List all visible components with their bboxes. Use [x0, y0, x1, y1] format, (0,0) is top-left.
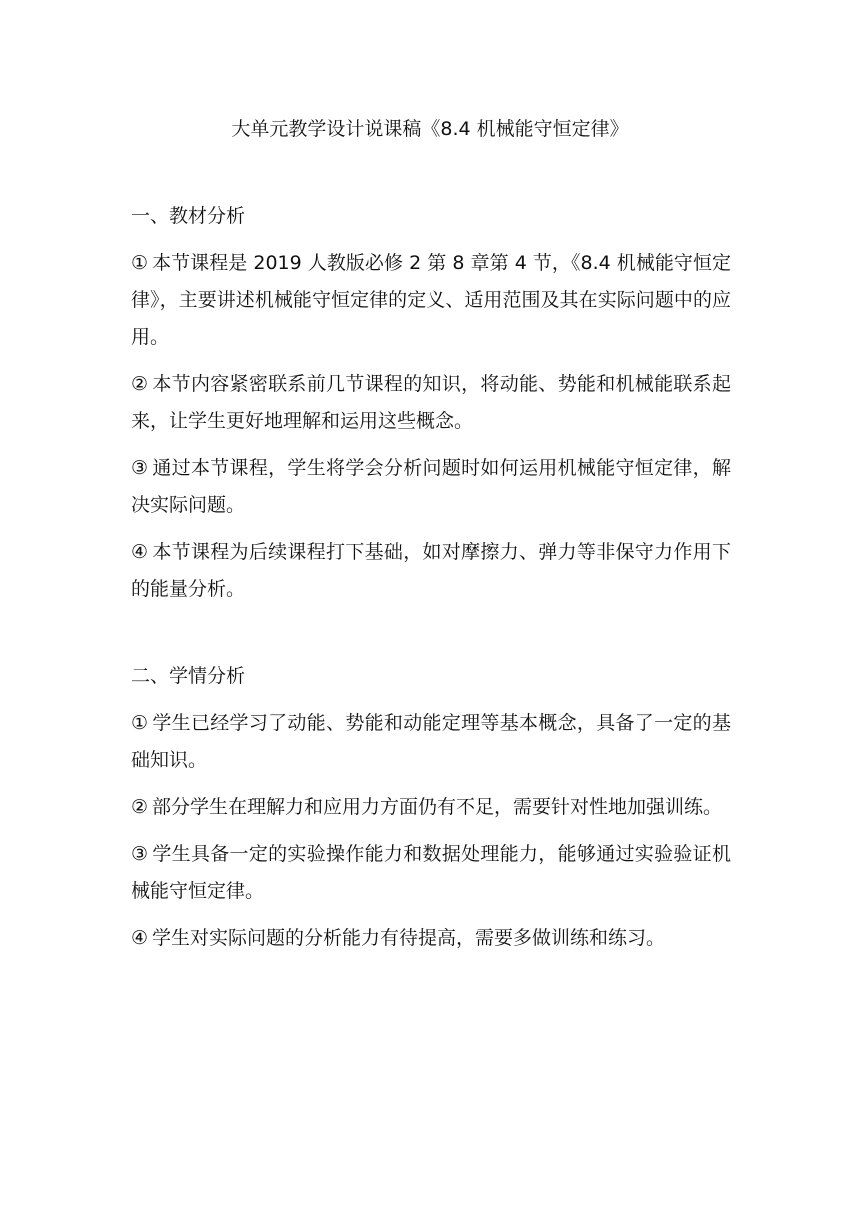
document-title: 大单元教学设计说课稿《8.4 机械能守恒定律》: [231, 118, 629, 140]
item-number: ①: [131, 252, 149, 274]
item-text: 本节课程是 2019 人教版必修 2 第 8 章第 4 节，《8.4 机械能守恒定律》，主要讲述机械能守恒定律的定义、适用范围及其在实际问题中的应用。: [131, 252, 731, 348]
item-text: 学生具备一定的实验操作能力和数据处理能力，能够通过实验验证机械能守恒定律。: [131, 843, 731, 902]
item-number: ④: [131, 541, 149, 563]
item-number: ①: [131, 712, 149, 734]
item-text: 学生已经学习了动能、势能和动能定理等基本概念，具备了一定的基础知识。: [131, 712, 731, 771]
item-number: ②: [131, 796, 149, 818]
list-item: [131, 450, 731, 524]
list-item: [131, 789, 731, 826]
item-text: 学生对实际问题的分析能力有待提高，需要多做训练和练习。: [152, 927, 666, 949]
list-item: [131, 836, 731, 910]
list-item: [131, 245, 731, 356]
item-text: 通过本节课程，学生将学会分析问题时如何运用机械能守恒定律，解决实际问题。: [131, 457, 731, 516]
section-heading: 二、学情分析: [131, 665, 246, 687]
list-item: [131, 705, 731, 779]
item-number: ④: [131, 927, 149, 949]
document-body: [131, 198, 731, 967]
section-heading: 一、教材分析: [131, 205, 246, 227]
list-item: [131, 920, 731, 957]
item-text: 本节课程为后续课程打下基础，如对摩擦力、弹力等非保守力作用下的能量分析。: [131, 541, 731, 600]
list-item: [131, 534, 731, 608]
section-spacer: [131, 618, 731, 658]
item-text: 本节内容紧密联系前几节课程的知识，将动能、势能和机械能联系起来，让学生更好地理解和运用这些概念。: [131, 373, 731, 432]
list-item: [131, 366, 731, 440]
section-student-analysis: [131, 658, 731, 957]
item-number: ③: [131, 843, 149, 865]
item-number: ②: [131, 373, 149, 395]
item-text: 部分学生在理解力和应用力方面仍有不足，需要针对性地加强训练。: [152, 796, 723, 818]
item-number: ③: [131, 457, 149, 479]
section-textbook-analysis: [131, 198, 731, 608]
